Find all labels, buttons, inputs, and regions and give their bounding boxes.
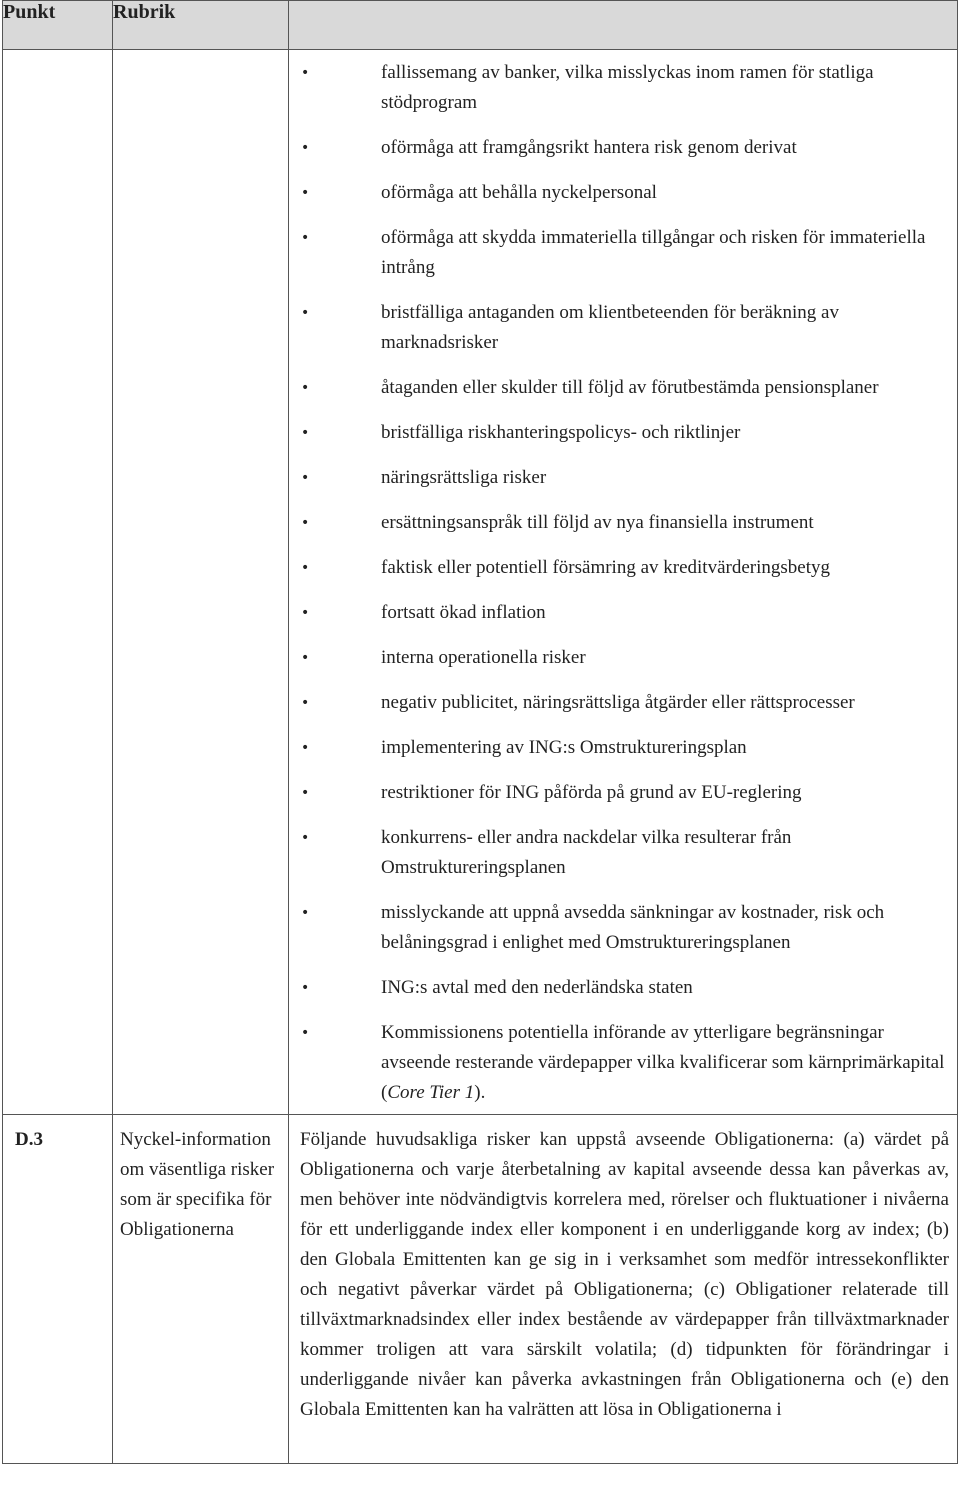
list-item: • fallissemang av banker, vilka misslyckas inom ramen för statliga stödprogram xyxy=(289,58,949,118)
list-item: • bristfälliga antaganden om klientbeteenden för beräkning av marknadsrisker xyxy=(289,298,949,358)
header-empty xyxy=(289,1,958,50)
list-item: • faktisk eller potentiell försämring av kreditvärderingsbetyg xyxy=(289,553,949,583)
list-item-last xyxy=(289,1018,949,1108)
list-item: • restriktioner för ING påförda på grund av EU-reglering xyxy=(289,778,949,808)
list-item: • konkurrens- eller andra nackdelar vilka resulterar från Omstruktureringsplanen xyxy=(289,823,949,883)
risk-list-cell xyxy=(289,50,958,1115)
list-item: • bristfälliga riskhanteringspolicys- och riktlinjer xyxy=(289,418,949,448)
d3-row xyxy=(3,1115,958,1464)
risk-list-row xyxy=(3,50,958,1115)
last-risk-text: Kommissionens potentiella införande av ytterligare begränsningar avseende resterande värdepapper vilka kvalificerar som kärnprimärkapital xyxy=(381,1022,945,1073)
d3-rubrik: Nyckel-information om väsentliga risker som är specifika för Obligationerna xyxy=(113,1115,289,1464)
list-item: • negativ publicitet, näringsrättsliga åtgärder eller rättsprocesser xyxy=(289,688,949,718)
d3-punkt: D.3 xyxy=(3,1115,113,1464)
last-risk-italic: Core Tier 1 xyxy=(387,1082,475,1103)
list-item: • misslyckande att uppnå avsedda sänkningar av kostnader, risk och belåningsgrad i enlighet med Omstruktureringsplanen xyxy=(289,898,949,958)
list-item: • fortsatt ökad inflation xyxy=(289,598,949,628)
last-risk-close: ). xyxy=(474,1082,486,1103)
list-item: • oförmåga att framgångsrikt hantera risk genom derivat xyxy=(289,133,949,163)
list-item: • ING:s avtal med den nederländska staten xyxy=(289,973,949,1003)
last-risk-paren: ( xyxy=(381,1082,388,1103)
risk-table xyxy=(2,0,958,1464)
list-item: • åtaganden eller skulder till följd av förutbestämda pensionsplaner xyxy=(289,373,949,403)
d3-text: Följande huvudsakliga risker kan uppstå avseende Obligationerna: (a) värdet på Obligationerna och varje återbetalning av kapital avseende dessa kan påverkas av, men behöver inte nödvändigtvis korrelera med, rörelser och fluktuationer i nivåerna för ett underliggande index eller komponent i en underliggande korg av index; (b) den Globala Emittenten kan ge sig in i verksamhet som medför intressekonflikter och negativt påverkar värdet på Obligationerna; (c) Obligationer relaterade till tillväxtmarknadsindex eller index bestående av värdepapper från tillväxtmarknader kommer troligen att vara särskilt volatila; (d) tidpunkten för förändringar i underliggande nivåer kan påverka avkastningen från Obligationerna och (e) den Globala Emittenten kan ha valrätten att lösa in Obligationerna i xyxy=(289,1115,958,1464)
list-item: • oförmåga att skydda immateriella tillgångar och risken för immateriella intrång xyxy=(289,223,949,283)
list-item: • implementering av ING:s Omstruktureringsplan xyxy=(289,733,949,763)
risk-list xyxy=(289,50,957,1114)
list-item: • ersättningsanspråk till följd av nya finansiella instrument xyxy=(289,508,949,538)
list-item: • näringsrättsliga risker xyxy=(289,463,949,493)
list-item: • oförmåga att behålla nyckelpersonal xyxy=(289,178,949,208)
header-punkt: Punkt xyxy=(3,1,113,50)
header-rubrik: Rubrik xyxy=(113,1,289,50)
list-item: • interna operationella risker xyxy=(289,643,949,673)
empty-rubrik-cell xyxy=(113,50,289,1115)
header-row xyxy=(3,1,958,50)
empty-punkt-cell xyxy=(3,50,113,1115)
